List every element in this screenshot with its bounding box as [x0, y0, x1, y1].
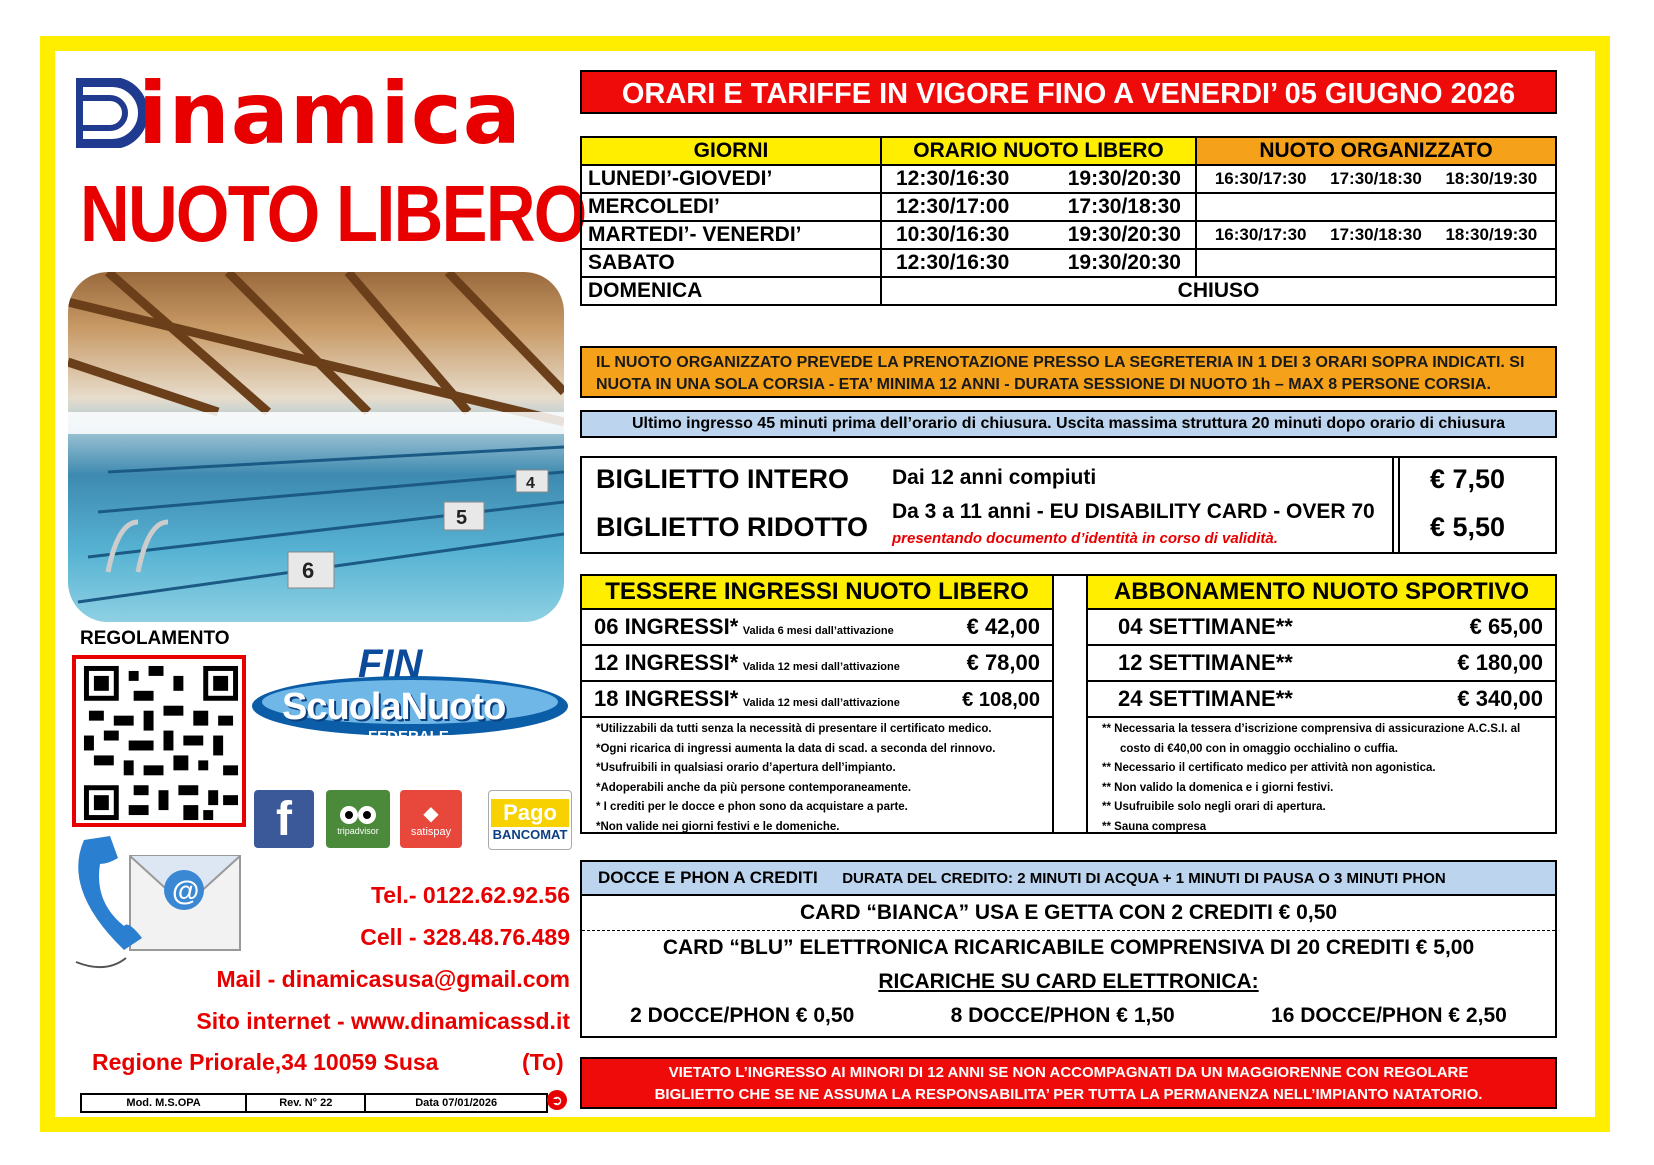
tessere-section: [582, 576, 1054, 832]
time-cell: 12:30/16:30: [896, 251, 1010, 274]
organized-swim-note: [580, 346, 1557, 398]
validity-header: ORARI E TARIFFE IN VIGORE FINO A VENERDI’ 05 GIUGNO 2026: [580, 70, 1557, 114]
tessere-notes: [582, 718, 1052, 839]
org-time-cell: 17:30/18:30: [1330, 169, 1422, 188]
table-row: [581, 193, 1556, 221]
ticket-note: presentando documento d’identità in corso di validità.: [892, 530, 1278, 547]
qr-code-icon: [78, 661, 244, 825]
note-line: * I crediti per le docce e phon sono da acquistare a parte.: [596, 801, 908, 813]
table-row: [582, 682, 1052, 718]
table-row: [1088, 610, 1555, 646]
satispay-icon[interactable]: ◆ satispay: [400, 790, 462, 848]
note-line: *Utilizzabili da tutti senza la necessità di presentare il certificato medico.: [596, 723, 992, 735]
contact-province: (To): [522, 1049, 564, 1075]
table-row: [581, 249, 1556, 277]
col-org-header: NUOTO ORGANIZZATO: [1196, 137, 1556, 165]
table-row: [581, 221, 1556, 249]
org-time-cell: 18:30/19:30: [1445, 169, 1538, 188]
ticket-price: € 7,50: [1430, 464, 1506, 494]
time-cell: 17:30/18:30: [1067, 195, 1181, 218]
minors-warning: [580, 1057, 1557, 1109]
recharge-option: 16 DOCCE/PHON € 2,50: [1271, 1004, 1507, 1027]
org-time-cell: 17:30/18:30: [1330, 225, 1422, 244]
schedule-table: [580, 136, 1557, 306]
tripadvisor-icon[interactable]: [326, 790, 390, 848]
lane-label-4: 4: [526, 475, 535, 492]
table-row: [581, 165, 1556, 193]
fin-scuola-nuoto-logo: [250, 642, 570, 756]
pass-price: € 78,00: [966, 650, 1040, 675]
regolamento-label: REGOLAMENTO: [80, 628, 230, 649]
tickets-box: [580, 456, 1557, 554]
lane-label-6: 6: [302, 558, 315, 583]
pass-name: 18 INGRESSI*: [594, 686, 739, 711]
time-cell: 19:30/20:30: [1067, 167, 1181, 190]
pass-price: € 180,00: [1457, 650, 1543, 675]
card-white: CARD “BIANCA” USA E GETTA CON 2 CREDITI € 0,50: [582, 896, 1555, 931]
day-cell: LUNEDI’-GIOVEDI’: [581, 165, 881, 193]
time-cell: 12:30/16:30: [896, 167, 1010, 190]
pass-note: Valida 6 mesi dall’attivazione: [742, 625, 894, 637]
recharge-title: RICARICHE SU CARD ELETTRONICA:: [878, 970, 1259, 993]
footer-logo-icon: ➲: [547, 1090, 567, 1110]
note-line: *Usufruibili in qualsiasi orario d’apertura dell’impianto.: [596, 762, 896, 774]
showers-box: [580, 860, 1557, 1038]
qr-code[interactable]: [72, 655, 246, 827]
pass-price: € 42,00: [966, 614, 1040, 639]
section-gap: [1054, 576, 1088, 832]
tessere-title: TESSERE INGRESSI NUOTO LIBERO: [582, 576, 1052, 610]
fin-main-text: ScuolaNuoto: [282, 686, 506, 728]
passes-box: [580, 574, 1557, 834]
day-cell: SABATO: [581, 249, 881, 277]
ticket-desc: Dai 12 anni compiuti: [892, 466, 1097, 489]
phone-mail-icon: [66, 832, 256, 982]
day-cell: MARTEDI’- VENERDI’: [581, 221, 881, 249]
warning-line-1: VIETATO L’INGRESSO AI MINORI DI 12 ANNI SE NON ACCOMPAGNATI DA UN MAGGIORENNE CON REGOLARE: [668, 1064, 1469, 1081]
org-time-cell: 16:30/17:30: [1214, 169, 1307, 188]
pass-note: Valida 12 mesi dall’attivazione: [742, 661, 900, 673]
organized-note-line-2: NUOTA IN UNA SOLA CORSIA - ETA’ MINIMA 12 ANNI - DURATA SESSIONE DI NUOTO 1h – MAX 8 PERSONE CORSIA.: [596, 376, 1491, 393]
day-cell: MERCOLEDI’: [581, 193, 881, 221]
fin-top-text: FIN: [358, 642, 423, 686]
note-line: ** Necessaria la tessera d’iscrizione comprensiva di assicurazione A.C.S.I. al: [1102, 723, 1521, 735]
footer-date: Data 07/01/2026: [365, 1094, 547, 1112]
ticket-name: BIGLIETTO INTERO: [596, 464, 850, 494]
note-line: *Non valide nei giorni festivi e le domeniche.: [596, 820, 840, 833]
table-row: [581, 277, 1556, 305]
day-cell: DOMENICA: [581, 277, 881, 305]
satispay-label: satispay: [410, 825, 452, 838]
table-row: [582, 646, 1052, 682]
contact-address: Regione Priorale,34 10059 Susa: [92, 1049, 439, 1075]
note-line: costo di €40,00 con in omaggio occhialino o cuffia.: [1120, 742, 1398, 755]
org-time-cell: 16:30/17:30: [1214, 225, 1307, 244]
ticket-name: BIGLIETTO RIDOTTO: [596, 512, 869, 542]
pool-photo: [68, 272, 564, 622]
contact-tel[interactable]: Tel.- 0122.62.92.56: [370, 882, 570, 908]
note-line: ** Usufruibile solo negli orari di apertura.: [1102, 801, 1326, 813]
col-free-header: ORARIO NUOTO LIBERO: [881, 137, 1196, 165]
dinamica-logo: [76, 64, 570, 164]
showers-subtitle: DURATA DEL CREDITO: 2 MINUTI DI ACQUA + 1 MINUTI DI PAUSA O 3 MINUTI PHON: [842, 870, 1446, 887]
facebook-icon[interactable]: f: [254, 790, 314, 848]
showers-header: [582, 862, 1555, 896]
svg-text:@: @: [172, 875, 200, 906]
time-cell: 19:30/20:30: [1067, 223, 1181, 246]
pass-name: 06 INGRESSI*: [594, 614, 739, 639]
pagobancomat-icon[interactable]: [488, 790, 572, 850]
pass-name: 12 SETTIMANE**: [1118, 650, 1293, 675]
col-days-header: GIORNI: [581, 137, 881, 165]
fin-sub-text: FEDERALE: [368, 728, 449, 745]
pass-price: € 340,00: [1457, 686, 1543, 711]
showers-title: DOCCE E PHON A CREDITI: [598, 868, 818, 887]
note-line: ** Necessario il certificato medico per attività non agonistica.: [1102, 762, 1436, 774]
document-footer: [80, 1093, 548, 1113]
ticket-desc: Da 3 a 11 anni - EU DISABILITY CARD - OVER 70: [892, 500, 1375, 523]
tripadvisor-label: tripadvisor: [337, 826, 379, 836]
note-line: *Ogni ricarica di ingressi aumenta la data di scad. a seconda del rinnovo.: [596, 742, 996, 755]
abbonamento-notes: [1088, 718, 1555, 839]
time-cell: 19:30/20:30: [1067, 251, 1181, 274]
contact-cell[interactable]: Cell - 328.48.76.489: [360, 924, 570, 950]
time-cell: 12:30/17:00: [896, 195, 1010, 218]
ticket-price: € 5,50: [1430, 512, 1506, 542]
card-blue: CARD “BLU” ELETTRONICA RICARICABILE COMPRENSIVA DI 20 CREDITI € 5,00: [662, 936, 1475, 959]
organized-note-line-1: IL NUOTO ORGANIZZATO PREVEDE LA PRENOTAZIONE PRESSO LA SEGRETERIA IN 1 DEI 3 ORARI SOPRA INDICATI. SI: [596, 354, 1525, 371]
recharge-option: 8 DOCCE/PHON € 1,50: [950, 1004, 1175, 1027]
note-line: ** Non valido la domenica e i giorni festivi.: [1102, 781, 1334, 794]
pass-name: 12 INGRESSI*: [594, 650, 739, 675]
contact-website[interactable]: Sito internet - www.dinamicassd.it: [196, 1008, 570, 1034]
page-title: NUOTO LIBERO: [80, 169, 586, 258]
org-time-cell: 18:30/19:30: [1445, 225, 1538, 244]
table-row: [1088, 646, 1555, 682]
note-line: ** Sauna compresa: [1102, 820, 1207, 833]
recharge-option: 2 DOCCE/PHON € 0,50: [630, 1004, 855, 1027]
pass-note: Valida 12 mesi dall’attivazione: [742, 697, 900, 709]
time-cell: 10:30/16:30: [896, 223, 1010, 246]
pass-price: € 108,00: [962, 689, 1040, 711]
pass-name: 24 SETTIMANE**: [1118, 686, 1293, 711]
footer-mod: Mod. M.S.OPA: [81, 1094, 246, 1112]
logo-text: inamica: [138, 64, 522, 164]
pass-name: 04 SETTIMANE**: [1118, 614, 1293, 639]
closed-cell: CHIUSO: [881, 277, 1556, 305]
abbonamento-title: ABBONAMENTO NUOTO SPORTIVO: [1088, 576, 1555, 610]
pass-price: € 65,00: [1469, 614, 1543, 639]
contact-mail[interactable]: Mail - dinamicasusa@gmail.com: [216, 966, 570, 992]
footer-rev: Rev. N° 22: [246, 1094, 365, 1112]
bancomat-label: BANCOMAT: [492, 826, 568, 842]
table-row: [1088, 682, 1555, 718]
table-row: [582, 610, 1052, 646]
note-line: *Adoperabili anche da più persone contemporaneamente.: [596, 781, 912, 794]
pago-label: Pago: [503, 799, 557, 825]
lane-label-5: 5: [456, 507, 468, 529]
last-entry-note: Ultimo ingresso 45 minuti prima dell’orario di chiusura. Uscita massima struttura 20 minuti dopo orario di chiusura: [580, 410, 1557, 438]
warning-line-2: BIGLIETTO CHE SE NE ASSUMA LA RESPONSABILITA’ PER TUTTA LA PERMANENZA NELL’IMPIANTO NATATORIO.: [654, 1086, 1483, 1103]
abbonamento-section: [1088, 576, 1555, 832]
